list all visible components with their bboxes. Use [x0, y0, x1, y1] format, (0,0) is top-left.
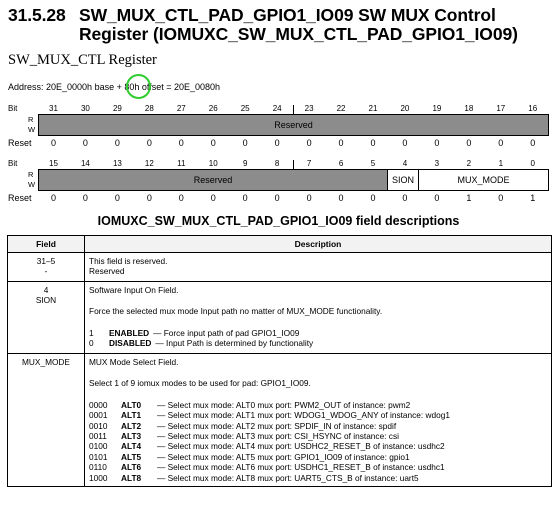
upper-reets-cell: 0	[402, 138, 408, 148]
upper-bit-cell: 25	[240, 104, 250, 113]
highlight-circle	[126, 74, 151, 99]
option-code: 0	[89, 338, 94, 349]
read-label: R	[28, 170, 34, 179]
lower-reets-cell: 0	[82, 193, 88, 203]
field-name: MUX_MODE	[22, 357, 70, 367]
lower-bit-cell: 9	[242, 159, 248, 168]
field-name-cell	[8, 354, 85, 487]
table-row	[8, 282, 552, 354]
lower-bit-cell: 1	[498, 159, 504, 168]
lower-bit-cell: 4	[402, 159, 408, 168]
upper-bit-cell: 18	[464, 104, 474, 113]
description-text: Reserved	[89, 266, 125, 277]
upper-bit-cell: 20	[400, 104, 410, 113]
header-field: Field	[8, 236, 85, 253]
lower-bit-cell: 3	[434, 159, 440, 168]
option-code: 1000	[89, 472, 108, 483]
upper-bit-cell: 28	[144, 104, 154, 113]
write-label: W	[28, 180, 36, 189]
upper-reets-cell: 0	[498, 138, 504, 148]
table-title: IOMUXC_SW_MUX_CTL_PAD_GPIO1_IO09 field descriptions	[97, 214, 460, 228]
mux-mode-options	[89, 400, 547, 483]
option-code: 1	[89, 327, 94, 338]
lower-reets-cell: 0	[370, 193, 376, 203]
lower-reets-cell: 0	[210, 193, 216, 203]
option-row	[89, 400, 547, 410]
option-row	[89, 462, 547, 472]
option-text: — Force input path of pad GPIO1_IO09	[153, 327, 300, 338]
field-bits: 4	[43, 285, 49, 295]
option-name: ALT2	[121, 420, 142, 431]
option-name: ENABLED	[109, 327, 150, 338]
address-offset-value: 80h	[124, 82, 140, 92]
description-cell	[85, 253, 552, 282]
write-label: W	[28, 125, 36, 134]
field-name-cell	[8, 282, 85, 354]
field-descriptions-table	[7, 235, 552, 487]
option-name: ALT1	[121, 410, 142, 421]
bit-label: Bit	[8, 159, 18, 168]
lower-bit-cell: 11	[177, 159, 186, 168]
option-row	[89, 431, 547, 441]
field-name-cell	[8, 253, 85, 282]
option-text: — Select mux mode: ALT0 mux port: PWM2_OUT of instance: pwm2	[157, 399, 411, 410]
option-name: ALT3	[121, 431, 142, 442]
lower-bit-cell: 8	[274, 159, 280, 168]
upper-reets-cell: 0	[242, 138, 248, 148]
mux-mode-field: MUX_MODE	[418, 169, 549, 191]
upper-bit-cell: 26	[208, 104, 218, 113]
lower-bit-cell: 15	[49, 159, 58, 168]
lower-reets-cell: 0	[114, 193, 120, 203]
option-code: 0000	[89, 399, 108, 410]
description-text: Software Input On Field.	[89, 285, 179, 295]
upper-reets-cell: 0	[466, 138, 472, 148]
option-row	[89, 410, 547, 420]
lower-reets-cell: 0	[434, 193, 440, 203]
upper-bit-cell: 24	[272, 104, 282, 113]
section-number: 31.5.28	[8, 5, 66, 25]
heading-line-2: Register (IOMUXC_SW_MUX_CTL_PAD_GPIO1_IO09)	[79, 24, 518, 44]
address-prefix: Address: 20E_0000h base +	[8, 82, 125, 92]
option-text: — Select mux mode: ALT6 mux port: USDHC1_RESET_B of instance: usdhc1	[157, 462, 445, 473]
bit-label: Bit	[8, 104, 18, 113]
upper-reserved-field: Reserved	[38, 114, 549, 136]
upper-reets-cell: 0	[370, 138, 376, 148]
description-text: Select 1 of 9 iomux modes to be used for pad: GPIO1_IO09.	[89, 378, 311, 389]
heading-line-1: SW_MUX_CTL_PAD_GPIO1_IO09 SW MUX Control	[79, 5, 496, 25]
option-row	[89, 338, 547, 348]
option-row	[89, 473, 547, 483]
lower-bit-cell: 2	[466, 159, 472, 168]
lower-bit-cell: 10	[208, 159, 218, 168]
option-code: 0101	[89, 451, 108, 462]
option-code: 0110	[89, 462, 107, 473]
lower-bit-cell: 14	[80, 159, 90, 168]
option-code: 0011	[89, 431, 107, 442]
lower-reets-cell: 0	[306, 193, 312, 203]
option-text: — Select mux mode: ALT8 mux port: UART5_CTS_B of instance: uart5	[157, 472, 419, 483]
byte-divider	[293, 105, 294, 114]
option-text: — Select mux mode: ALT5 mux port: GPIO1_IO09 of instance: gpio1	[157, 451, 410, 462]
lower-bit-cell: 6	[338, 159, 344, 168]
description-text: MUX Mode Select Field.	[89, 357, 179, 367]
field-name: -	[44, 266, 48, 277]
upper-reets-cell: 0	[50, 138, 56, 148]
upper-bit-cell: 27	[176, 104, 186, 113]
lower-reets-cell: 0	[402, 193, 408, 203]
lower-reets-cell: 0	[50, 193, 56, 203]
lower-reets-cell: 0	[274, 193, 280, 203]
upper-reets-cell: 0	[114, 138, 120, 148]
option-name: ALT0	[121, 399, 142, 410]
lower-reets-cell: 0	[146, 193, 152, 203]
upper-reets-cell: 0	[306, 138, 312, 148]
upper-bit-cell: 21	[368, 104, 378, 113]
lower-bit-cell: 0	[530, 159, 535, 168]
register-name: SW_MUX_CTL Register	[8, 52, 157, 68]
option-row	[89, 421, 547, 431]
description-text: This field is reserved.	[89, 256, 168, 266]
upper-bit-cell: 29	[112, 104, 122, 113]
register-address	[8, 82, 220, 92]
lower-reets-cell: 0	[498, 193, 504, 203]
header-description: Description	[85, 236, 552, 253]
reset-label: Reset	[8, 138, 32, 148]
reset-label: Reset	[8, 193, 32, 203]
table-header-row	[8, 236, 552, 253]
lower-bit-cell: 12	[144, 159, 154, 168]
upper-bit-cell: 16	[528, 104, 538, 113]
description-cell	[85, 354, 552, 487]
lower-reserved-field: Reserved	[38, 169, 388, 191]
upper-bit-cell: 23	[304, 104, 314, 113]
option-name: ALT8	[121, 472, 142, 483]
option-text: — Select mux mode: ALT3 mux port: CSI_HSYNC of instance: csi	[157, 431, 399, 442]
upper-bit-cell: 19	[432, 104, 442, 113]
option-text: — Select mux mode: ALT1 mux port: WDOG1_WDOG_ANY of instance: wdog1	[157, 410, 450, 421]
lower-reets-cell: 0	[338, 193, 344, 203]
upper-bit-cell: 31	[49, 104, 58, 113]
upper-bit-cell: 17	[496, 104, 506, 113]
option-code: 0010	[89, 420, 108, 431]
section-heading	[8, 6, 553, 44]
upper-reets-cell: 0	[434, 138, 440, 148]
lower-reets-cell: 1	[466, 193, 472, 203]
read-label: R	[28, 115, 34, 124]
table-row	[8, 253, 552, 282]
option-row	[89, 441, 547, 451]
upper-bit-cell: 30	[80, 104, 90, 113]
field-bits: 31–5	[36, 256, 56, 266]
upper-reets-cell: 0	[146, 138, 152, 148]
option-name: ALT5	[121, 451, 142, 462]
field-name: SION	[35, 295, 57, 306]
table-row	[8, 354, 552, 487]
description-cell	[85, 282, 552, 354]
option-name: ALT4	[121, 441, 142, 452]
lower-bit-cell: 7	[306, 159, 312, 168]
lower-bit-cell: 5	[370, 159, 376, 168]
option-row	[89, 328, 547, 338]
option-text: — Input Path is determined by functionality	[155, 338, 314, 349]
option-text: — Select mux mode: ALT2 mux port: SPDIF_IN of instance: spdif	[157, 420, 397, 431]
lower-reets-cell: 0	[178, 193, 184, 203]
upper-reets-cell: 0	[210, 138, 216, 148]
upper-bit-cell: 22	[336, 104, 346, 113]
option-name: ALT6	[121, 462, 142, 473]
address-suffix: offset = 20E_0080h	[139, 82, 221, 92]
option-name: DISABLED	[109, 338, 152, 349]
sion-field: SION	[387, 169, 419, 191]
option-row	[89, 452, 547, 462]
upper-reets-cell: 0	[274, 138, 280, 148]
lower-reets-cell: 0	[242, 193, 248, 203]
lower-reets-cell: 1	[530, 193, 536, 203]
byte-divider	[293, 160, 294, 169]
upper-reets-cell: 0	[82, 138, 88, 148]
upper-reets-cell: 0	[178, 138, 184, 148]
upper-reets-cell: 0	[338, 138, 344, 148]
option-text: — Select mux mode: ALT4 mux port: USDHC2_RESET_B of instance: usdhc2	[157, 441, 445, 452]
description-text: Force the selected mux mode Input path no matter of MUX_MODE functionality.	[89, 306, 383, 317]
option-code: 0001	[89, 410, 108, 421]
upper-reets-cell: 0	[530, 138, 536, 148]
lower-bit-cell: 13	[112, 159, 122, 168]
option-code: 0100	[89, 441, 108, 452]
